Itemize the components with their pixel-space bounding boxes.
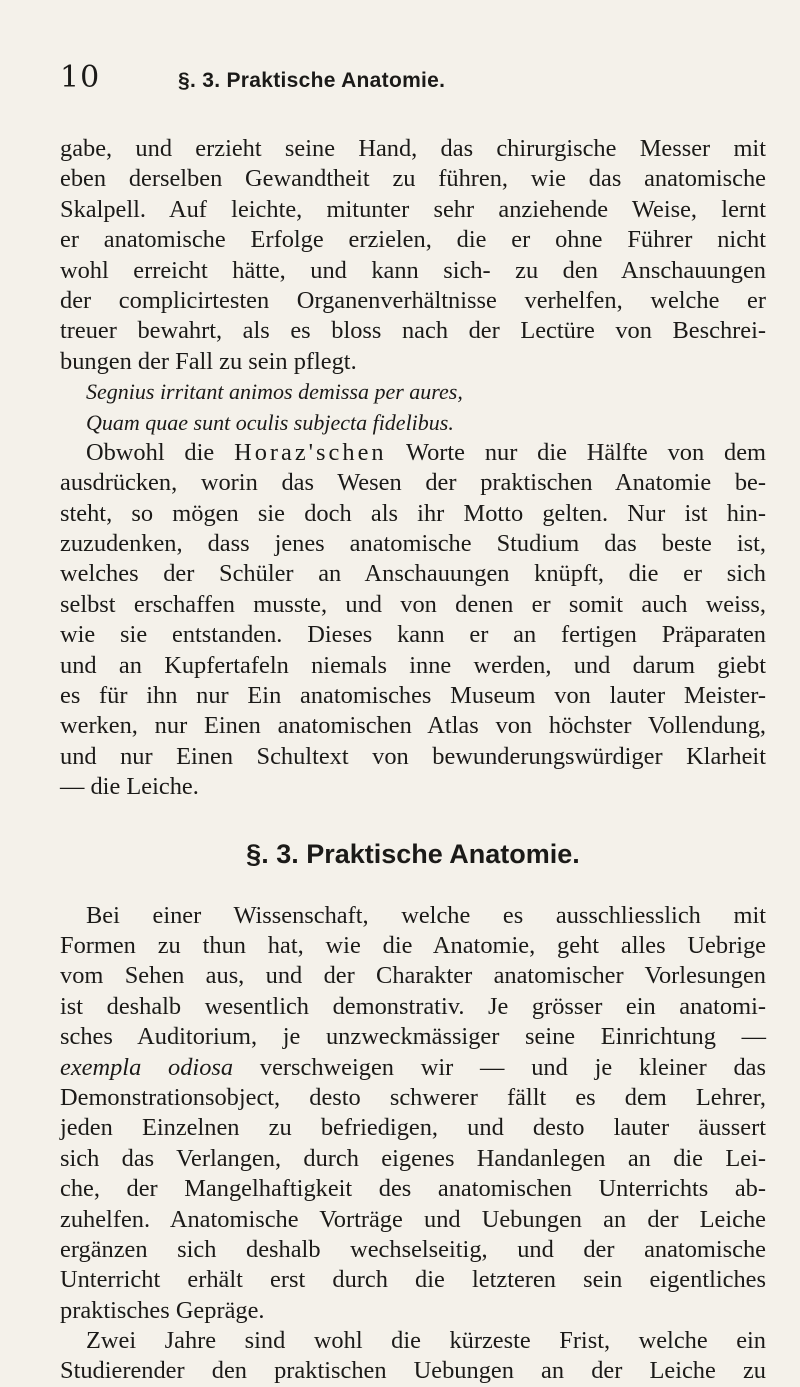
paragraph-4 [60,1326,766,1387]
text-line: werken, nur Einen anatomischen Atlas von höchster Vollendung, [60,712,766,740]
text-line: wohl erreicht hätte, und kann sich- zu den Anschauungen [60,256,766,284]
text-line: gabe, und erzieht seine Hand, das chirurgische Messer mit [60,135,766,162]
text-fragment: verschweigen wir — und je kleiner das [259,1053,767,1081]
text-line: Zwei Jahre sind wohl die kürzeste Frist, welche ein [86,1327,766,1355]
text-line [60,438,766,468]
quote-line: Quam quae sunt oculis subjecta fidelibus. [86,409,454,435]
author-name: Horaz'schen [234,438,387,466]
paragraph-2 [60,438,766,803]
text-line: che, der Mangelhaftigkeit des anatomischen Unterrichts ab- [60,1175,766,1203]
text-line: Studierender den praktischen Uebungen an der Leiche zu [60,1357,766,1385]
text-line: es für ihn nur Ein anatomisches Museum von lauter Meister- [60,682,766,710]
page-number: 10 [60,60,101,95]
paragraph-3 [60,901,766,1326]
text-line: der complicirtesten Organenverhältnisse verhelfen, welche er [60,286,766,314]
text-line: zuhelfen. Anatomische Vorträge und Uebungen an der Leiche [60,1205,766,1233]
text-line: Skalpell. Auf leichte, mitunter sehr anziehende Weise, lernt [60,195,766,223]
quote-line: Segnius irritant animos demissa per aures, [86,379,463,405]
text-line: welches der Schüler an Anschauungen knüpft, die er sich [60,560,766,588]
text-line: vom Sehen aus, und der Charakter anatomischer Vorlesungen [60,962,766,990]
section-heading: §. 3. Praktische Anatomie. [246,838,580,869]
text-line: und nur Einen Schultext von bewunderungswürdiger Klarheit [60,742,766,770]
text-line: praktisches Gepräge. [60,1296,265,1324]
body-text [60,134,766,1387]
text-fragment: Worte nur die Hälfte von dem [406,438,766,466]
book-page [60,60,766,1387]
text-line: er anatomische Erfolge erzielen, die er ohne Führer nicht [60,226,766,254]
text-line: — die Leiche. [60,773,199,801]
text-line: Unterricht erhält erst durch die letzteren sein eigentliches [60,1266,766,1294]
text-line: ist deshalb wesentlich demonstrativ. Je grösser ein anatomi- [60,992,766,1020]
text-line: und an Kupfertafeln niemals inne werden, und darum giebt [60,651,766,679]
text-fragment: Obwohl die [86,438,215,466]
paragraph-1 [60,134,766,377]
running-title: §. 3. Praktische Anatomie. [178,69,446,92]
text-line: steht, so mögen sie doch als ihr Motto gelten. Nur ist hin- [60,499,766,527]
latin-quote [60,377,766,438]
text-line: ausdrücken, worin das Wesen der praktischen Anatomie be- [60,469,766,497]
text-line: eben derselben Gewandtheit zu führen, wie das anatomische [60,165,766,193]
text-line: zuzudenken, dass jenes anatomische Studium das beste ist, [60,530,766,558]
text-line: wie sie entstanden. Dieses kann er an fertigen Präparaten [60,621,766,649]
text-line: selbst erschaffen musste, und von denen er somit auch weiss, [60,590,766,618]
text-line: sches Auditorium, je unzweckmässiger seine Einrichtung — [60,1023,766,1051]
text-line: Demonstrationsobject, desto schwerer fällt es dem Lehrer, [60,1083,766,1111]
text-line [60,1053,766,1083]
text-line: Formen zu thun hat, wie die Anatomie, geht alles Uebrige [60,931,766,959]
text-line: treuer bewahrt, als es bloss nach der Lectüre von Beschrei- [60,317,766,345]
text-line: Bei einer Wissenschaft, welche es ausschliesslich mit [86,901,766,929]
running-head [60,60,766,100]
text-line: bungen der Fall zu sein pflegt. [60,347,357,375]
latin-phrase: exempla odiosa [60,1053,234,1081]
text-line: ergänzen sich deshalb wechselseitig, und der anatomische [60,1235,766,1263]
text-line: sich das Verlangen, durch eigenes Handanlegen an die Lei- [60,1144,766,1172]
text-line: jeden Einzelnen zu befriedigen, und desto lauter äussert [60,1114,766,1142]
